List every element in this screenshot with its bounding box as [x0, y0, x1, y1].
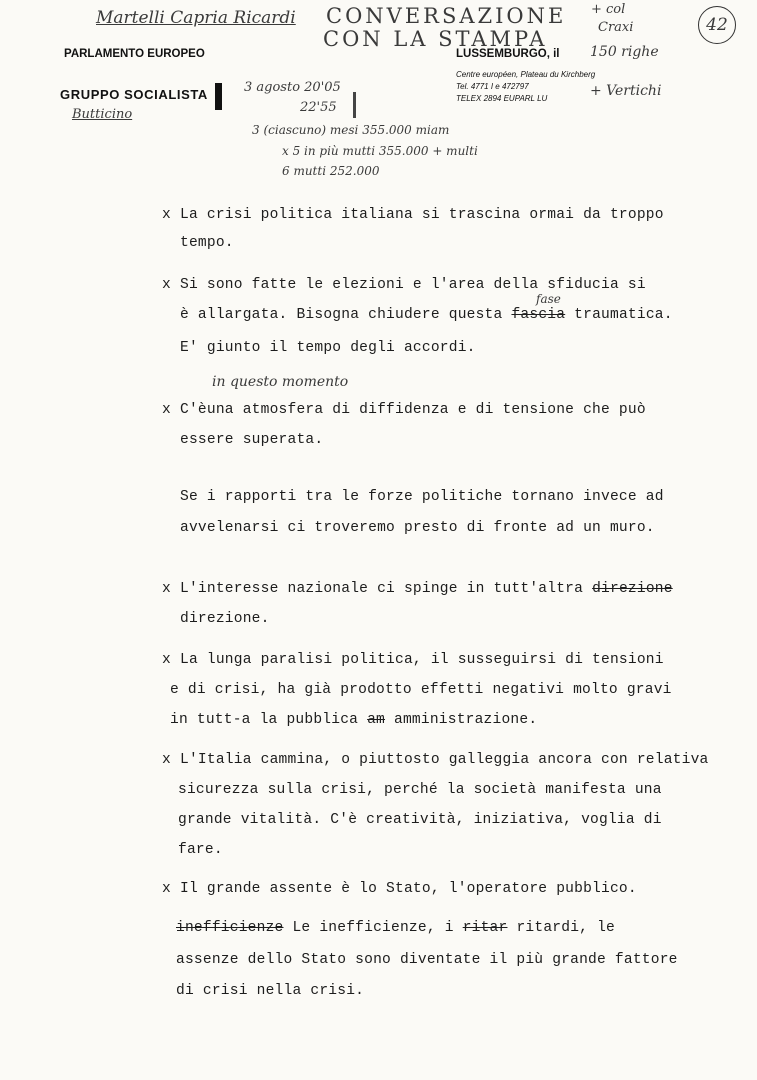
- body-line: [162, 881, 637, 897]
- body-line: e di crisi, ha già prodotto effetti negativi molto gravi: [170, 682, 672, 698]
- bullet-mark: x: [162, 652, 171, 668]
- line-text: traumatica.: [574, 307, 673, 323]
- struck-text: am: [367, 712, 386, 728]
- bullet-mark: x: [162, 277, 171, 293]
- line-text: una atmosfera di diffidenza e di tensione che può: [206, 402, 646, 418]
- line-text: è allargata. Bisogna chiudere questa: [180, 307, 503, 323]
- body-line: essere superata.: [180, 432, 324, 448]
- bullet-mark: x: [162, 881, 171, 897]
- letterhead-telex: TELEX 2894 EUPARL LU: [456, 94, 548, 103]
- line-text: L'Italia cammina, o piuttosto galleggia ancora con relativa: [180, 752, 709, 768]
- insert-fase: fase: [536, 292, 561, 306]
- line-text: ritardi, le: [516, 920, 615, 936]
- letterhead-city: LUSSEMBURGO, il: [456, 48, 560, 60]
- body-line: [162, 207, 664, 223]
- body-line: direzione.: [180, 611, 270, 627]
- letterhead-org: PARLAMENTO EUROPEO: [64, 48, 205, 60]
- bullet-mark: x: [162, 402, 171, 418]
- body-line: assenze dello Stato sono diventate il più grande fattore: [176, 952, 678, 968]
- handwritten-bar: [353, 92, 356, 118]
- body-line: [162, 652, 664, 668]
- line-text: in tutt-a la pubblica: [170, 712, 359, 728]
- handwritten-top-right-2: Craxi: [598, 20, 634, 35]
- letterhead-tel: Tel. 4771 I e 472797: [456, 82, 529, 91]
- line-text: C'è: [180, 402, 207, 418]
- handwritten-conversazione: CONVERSAZIONE: [326, 4, 567, 28]
- body-line: Se i rapporti tra le forze politiche tornano invece ad: [180, 489, 664, 505]
- bullet-mark: x: [162, 207, 171, 223]
- bullet-mark: x: [162, 752, 171, 768]
- struck-text: direzione: [592, 581, 673, 597]
- handwritten-right-note: + Vertichi: [590, 83, 662, 99]
- body-line: fare.: [178, 842, 223, 858]
- handwritten-top-right-3: 150 righe: [590, 44, 659, 60]
- handwritten-names: Martelli Capria Ricardi: [96, 8, 296, 28]
- handwritten-time-2: 22'55: [300, 100, 337, 115]
- body-line: avvelenarsi ci troveremo presto di fronte ad un muro.: [180, 520, 655, 536]
- body-line: [162, 277, 646, 293]
- line-text: La crisi politica italiana si trascina ormai da troppo: [180, 207, 664, 223]
- letterhead-bar: [215, 83, 222, 110]
- bullet-mark: x: [162, 581, 171, 597]
- handwritten-stampa: CON LA STAMPA: [323, 27, 548, 51]
- letterhead-group: GRUPPO SOCIALISTA: [60, 87, 208, 102]
- struck-text: fascia: [511, 307, 566, 323]
- line-text: Le inefficienze, i: [292, 920, 454, 936]
- body-line: [176, 920, 615, 936]
- line-text: L'interesse nazionale ci spinge in tutt'altra: [180, 581, 584, 597]
- body-line: sicurezza sulla crisi, perché la società manifesta una: [178, 782, 662, 798]
- handwritten-note-2: x 5 in più mutti 355.000 + multi: [282, 144, 478, 158]
- body-line: tempo.: [180, 235, 234, 251]
- body-line: [162, 402, 646, 418]
- struck-text: inefficienze: [176, 920, 284, 936]
- line-text: Si sono fatte le elezioni e l'area della sfiducia si: [180, 277, 646, 293]
- handwritten-note-3: 6 mutti 252.000: [282, 164, 380, 178]
- line-text: Il grande assente è lo Stato, l'operatore pubblico.: [180, 881, 637, 897]
- body-line: [162, 752, 709, 768]
- body-line: di crisi nella crisi.: [176, 983, 365, 999]
- page-number: 42: [698, 6, 736, 44]
- letterhead-address: Centre européen, Plateau du Kirchberg: [456, 70, 596, 79]
- handwritten-note-1: 3 (ciascuno) mesi 355.000 miam: [252, 123, 450, 137]
- handwritten-butticino: Butticino: [72, 107, 133, 122]
- insert-momento: in questo momento: [212, 374, 349, 390]
- body-line: E' giunto il tempo degli accordi.: [180, 340, 476, 356]
- body-line: [162, 581, 673, 597]
- line-text: amministrazione.: [393, 712, 538, 728]
- struck-text: ritar: [462, 920, 508, 936]
- line-text: La lunga paralisi politica, il susseguirsi di tensioni: [180, 652, 664, 668]
- body-line: [170, 712, 537, 728]
- handwritten-time-1: 3 agosto 20'05: [244, 80, 341, 95]
- body-line: grande vitalità. C'è creatività, iniziativa, voglia di: [178, 812, 662, 828]
- handwritten-top-right-1: + col: [591, 2, 626, 17]
- body-line: [180, 307, 673, 323]
